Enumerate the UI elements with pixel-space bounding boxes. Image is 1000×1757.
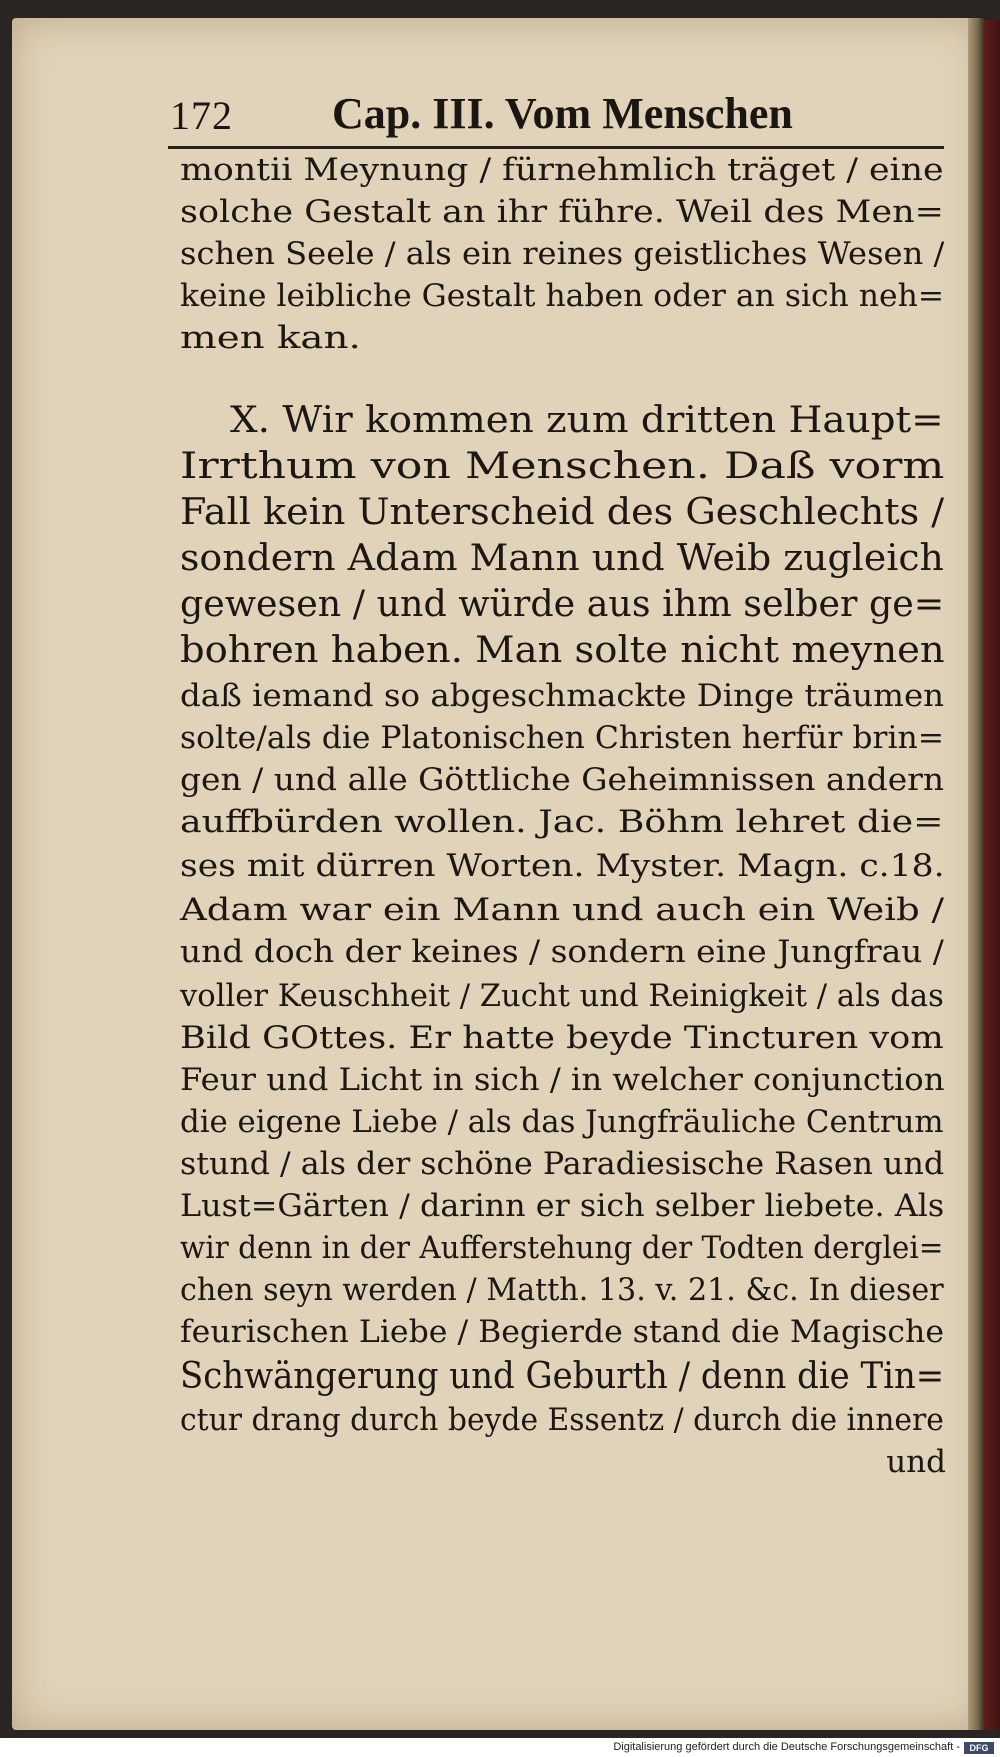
text-line: wir denn in der Aufferstehung der Todten derglei= [180,1230,944,1266]
text-line: stund / als der schöne Paradiesische Rasen und [180,1146,945,1182]
running-head: Cap. III. Vom Menschen [332,89,793,138]
text-line: auffbürden wollen. Jac. Böhm lehret die= [180,804,944,840]
text-line: sondern Adam Mann und Weib zugleich [180,538,944,579]
text-line: daß iemand so abgeschmackte Dinge träumen [180,678,945,714]
text-line: Adam war ein Mann und auch ein Weib / [180,892,945,928]
page-number: 172 [170,93,233,138]
page-gutter-shadow [968,18,984,1730]
digitization-footer [0,1740,1000,1757]
text-line: keine leibliche Gestalt haben oder an sich neh= [180,278,945,314]
text-line: Irrthum von Menschen. Daß vorm [180,446,945,487]
text-line: men kan. [180,320,361,356]
text-line: ctur drang durch beyde Essentz / durch die innere [180,1402,944,1438]
text-line: feurischen Liebe / Begierde stand die Magische [180,1314,945,1350]
text-line: X. Wir kommen zum dritten Haupt= [230,400,944,441]
text-line: chen seyn werden / Matth. 13. v. 21. &c. In dieser [180,1272,944,1308]
text-line: Schwängerung und Geburth / denn die Tin= [180,1356,945,1397]
text-line: Lust=Gärten / darinn er sich selber liebete. Als [180,1188,945,1224]
text-line: gewesen / und würde aus ihm selber ge= [180,584,945,625]
header-rule [168,146,944,149]
catchword: und [886,1444,946,1480]
text-line: schen Seele / als ein reines geistliches Wesen / [180,236,945,272]
text-line: ses mit dürren Worten. Myster. Magn. c.18. [180,848,945,884]
text-line: voller Keuschheit / Zucht und Reinigkeit / als das [180,978,944,1014]
funding-credit: Digitalisierung gefördert durch die Deutsche Forschungsgemeinschaft - [613,1741,960,1753]
text-line: und doch der keines / sondern eine Jungfrau / [180,934,944,970]
text-line: bohren haben. Man solte nicht meynen [180,630,945,671]
text-line: Feur und Licht in sich / in welcher conjunction [180,1062,945,1098]
text-line: die eigene Liebe / als das Jungfräuliche Centrum [180,1104,944,1140]
text-line: solche Gestalt an ihr führe. Weil des Men= [180,194,944,230]
text-line: Fall kein Unterscheid des Geschlechts / [180,492,945,533]
page-header [170,84,940,144]
text-line: montii Meynung / fürnehmlich träget / eine [180,152,944,188]
text-line: gen / und alle Göttliche Geheimnissen andern [180,762,945,798]
text-line: Bild GOttes. Er hatte beyde Tincturen vom [180,1020,944,1056]
dfg-logo: DFG [964,1742,994,1754]
text-line: solte/als die Platonischen Christen herfür brin= [180,720,945,756]
